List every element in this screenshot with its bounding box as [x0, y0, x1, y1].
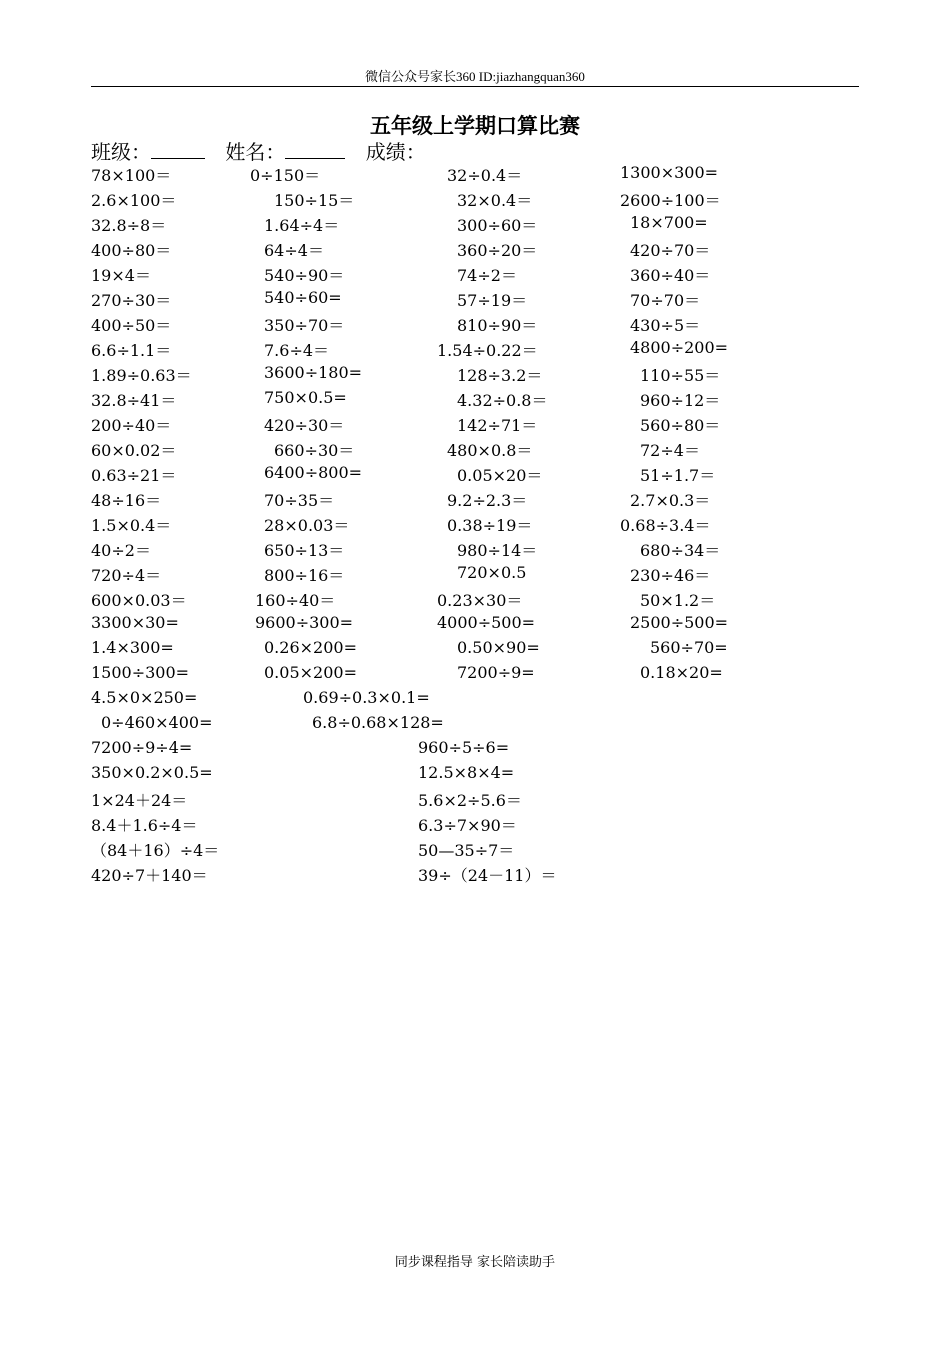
problem-item: 142÷71＝	[457, 416, 538, 435]
problem-item: 8.4＋1.6÷4＝	[91, 816, 198, 835]
problem-item: 720×0.5	[457, 563, 527, 582]
problem-item: 0.26×200=	[264, 638, 357, 657]
problem-item: 3300×30=	[91, 613, 179, 632]
problem-item: 7.6÷4＝	[264, 341, 330, 360]
problem-item: 4.32÷0.8＝	[457, 391, 548, 410]
problem-item: 32÷0.4＝	[447, 166, 523, 185]
problem-item: 960÷12＝	[640, 391, 721, 410]
problem-item: 0.68÷3.4＝	[620, 516, 711, 535]
problem-item: 1.54÷0.22＝	[437, 341, 538, 360]
problem-row	[0, 488, 950, 513]
problem-item: 650÷13＝	[264, 541, 345, 560]
problem-item: 0.50×90=	[457, 638, 540, 657]
problem-item: 400÷50＝	[91, 316, 172, 335]
problem-item: 0.05×20＝	[457, 466, 543, 485]
problem-item: 1.4×300=	[91, 638, 174, 657]
problem-item: 0.05×200=	[264, 663, 357, 682]
problem-item: 50—35÷7＝	[418, 841, 515, 860]
problem-row	[0, 713, 950, 738]
problem-item: 540÷60=	[264, 288, 342, 307]
header-divider	[91, 86, 859, 87]
problem-row	[0, 813, 950, 838]
problem-item: 300÷60＝	[457, 216, 538, 235]
problem-row	[0, 613, 950, 638]
problem-item: 160÷40＝	[255, 591, 336, 610]
problem-item: 74÷2＝	[457, 266, 517, 285]
problem-item: 660÷30＝	[274, 441, 355, 460]
problem-row	[0, 313, 950, 338]
name-blank	[285, 140, 345, 159]
problem-item: 2500÷500=	[630, 613, 729, 632]
problem-item: 560÷80＝	[640, 416, 721, 435]
problem-item: 9.2÷2.3＝	[447, 491, 528, 510]
problem-row	[0, 438, 950, 463]
problem-item: 420÷70＝	[630, 241, 711, 260]
problem-row	[0, 688, 950, 713]
problem-row	[0, 663, 950, 688]
problem-item: 7200÷9=	[457, 663, 535, 682]
problem-row	[0, 513, 950, 538]
class-blank	[151, 140, 205, 159]
problem-item: 2.7×0.3＝	[630, 491, 711, 510]
page-footer: 同步课程指导 家长陪读助手	[394, 1255, 556, 1270]
problem-item: 4.5×0×250=	[91, 688, 198, 707]
problem-row	[0, 188, 950, 213]
problem-item: 57÷19＝	[457, 291, 528, 310]
problem-item: 1.64÷4＝	[264, 216, 340, 235]
problem-item: 420÷30＝	[264, 416, 345, 435]
problem-item: 18×700=	[630, 213, 708, 232]
problem-item: 980÷14＝	[457, 541, 538, 560]
problem-item: 350×0.2×0.5=	[91, 763, 213, 782]
problem-item: 750×0.5=	[264, 388, 347, 407]
problem-item: 51÷1.7＝	[640, 466, 716, 485]
problem-item: 4800÷200=	[630, 338, 729, 357]
problem-item: 1500÷300=	[91, 663, 190, 682]
problem-row	[0, 163, 950, 188]
problem-item: 0.69÷0.3×0.1=	[303, 688, 430, 707]
problem-row	[0, 863, 950, 888]
problem-item: 560÷70=	[650, 638, 728, 657]
problem-item: 1×24＋24＝	[91, 791, 188, 810]
problem-item: 78×100＝	[91, 166, 172, 185]
problem-item: 230÷46＝	[630, 566, 711, 585]
problem-item: 72÷4＝	[640, 441, 700, 460]
problem-item: 39÷（24－11）＝	[418, 866, 557, 885]
problem-row	[0, 563, 950, 588]
problem-item: 6.6÷1.1＝	[91, 341, 172, 360]
problem-item: 0.23×30＝	[437, 591, 523, 610]
problem-item: 720÷4＝	[91, 566, 162, 585]
problem-item: 200÷40＝	[91, 416, 172, 435]
problem-item: 128÷3.2＝	[457, 366, 543, 385]
problem-item: 0.63÷21＝	[91, 466, 177, 485]
problem-item: 810÷90＝	[457, 316, 538, 335]
problem-item: 270÷30＝	[91, 291, 172, 310]
problem-row	[0, 538, 950, 563]
problem-item: 0÷460×400=	[101, 713, 213, 732]
problem-item: 7200÷9÷4=	[91, 738, 193, 757]
problem-item: 5.6×2÷5.6＝	[418, 791, 522, 810]
problem-item: 9600÷300=	[255, 613, 354, 632]
class-label: 班级：	[91, 140, 151, 164]
problem-item: 0÷150＝	[250, 166, 321, 185]
problem-item: 12.5×8×4=	[418, 763, 515, 782]
problem-item: 480×0.8＝	[447, 441, 533, 460]
problem-item: 40÷2＝	[91, 541, 151, 560]
problem-item: 960÷5÷6=	[418, 738, 510, 757]
problem-item: 32×0.4＝	[457, 191, 533, 210]
problem-item: 2600÷100＝	[620, 191, 721, 210]
problem-item: 60×0.02＝	[91, 441, 177, 460]
problem-item: 48÷16＝	[91, 491, 162, 510]
problem-row	[0, 338, 950, 363]
problem-item: 150÷15＝	[274, 191, 355, 210]
problem-item: 680÷34＝	[640, 541, 721, 560]
name-label: 姓名：	[225, 140, 286, 164]
problem-row	[0, 238, 950, 263]
problem-item: 1.89÷0.63＝	[91, 366, 192, 385]
problem-item: 360÷20＝	[457, 241, 538, 260]
problem-row	[0, 388, 950, 413]
problem-item: 28×0.03＝	[264, 516, 350, 535]
problem-row	[0, 838, 950, 863]
problem-item: 110÷55＝	[640, 366, 721, 385]
problem-item: 350÷70＝	[264, 316, 345, 335]
page-header: 微信公众号家长360 ID:jiazhangquan360	[365, 69, 585, 84]
problem-row	[0, 463, 950, 488]
problem-item: 2.6×100＝	[91, 191, 177, 210]
problem-item: 3600÷180=	[264, 363, 363, 382]
problem-item: 420÷7＋140＝	[91, 866, 208, 885]
problem-item: 1.5×0.4＝	[91, 516, 172, 535]
problem-item: 19×4＝	[91, 266, 151, 285]
problem-item: 0.38÷19＝	[447, 516, 533, 535]
problem-row	[0, 788, 950, 813]
problem-row	[0, 738, 950, 763]
student-info-line	[91, 136, 426, 165]
problem-item: 430÷5＝	[630, 316, 701, 335]
problem-item: 0.18×20=	[640, 663, 723, 682]
problem-row	[0, 263, 950, 288]
problem-item: 6.3÷7×90＝	[418, 816, 517, 835]
problem-row	[0, 288, 950, 313]
problem-item: 400÷80＝	[91, 241, 172, 260]
problem-item: 360÷40＝	[630, 266, 711, 285]
problem-row	[0, 763, 950, 788]
problem-item: 600×0.03＝	[91, 591, 187, 610]
problem-row	[0, 588, 950, 613]
problem-item: 32.8÷8＝	[91, 216, 167, 235]
problem-row	[0, 213, 950, 238]
problem-item: 70÷70＝	[630, 291, 701, 310]
problem-row	[0, 413, 950, 438]
problem-item: 6.8÷0.68×128=	[312, 713, 444, 732]
problem-item: 50×1.2＝	[640, 591, 716, 610]
problem-item: 4000÷500=	[437, 613, 536, 632]
problem-row	[0, 638, 950, 663]
problem-item: 32.8÷41＝	[91, 391, 177, 410]
score-label: 成绩：	[365, 140, 426, 164]
problem-item: 800÷16＝	[264, 566, 345, 585]
problem-item: 70÷35＝	[264, 491, 335, 510]
problem-item: 1300×300=	[620, 163, 719, 182]
problem-item: 6400÷800=	[264, 463, 363, 482]
worksheet-title: 五年级上学期口算比赛	[370, 113, 580, 138]
problem-row	[0, 363, 950, 388]
problem-item: 64÷4＝	[264, 241, 324, 260]
problem-item: （84＋16）÷4＝	[91, 841, 220, 860]
problem-item: 540÷90＝	[264, 266, 345, 285]
